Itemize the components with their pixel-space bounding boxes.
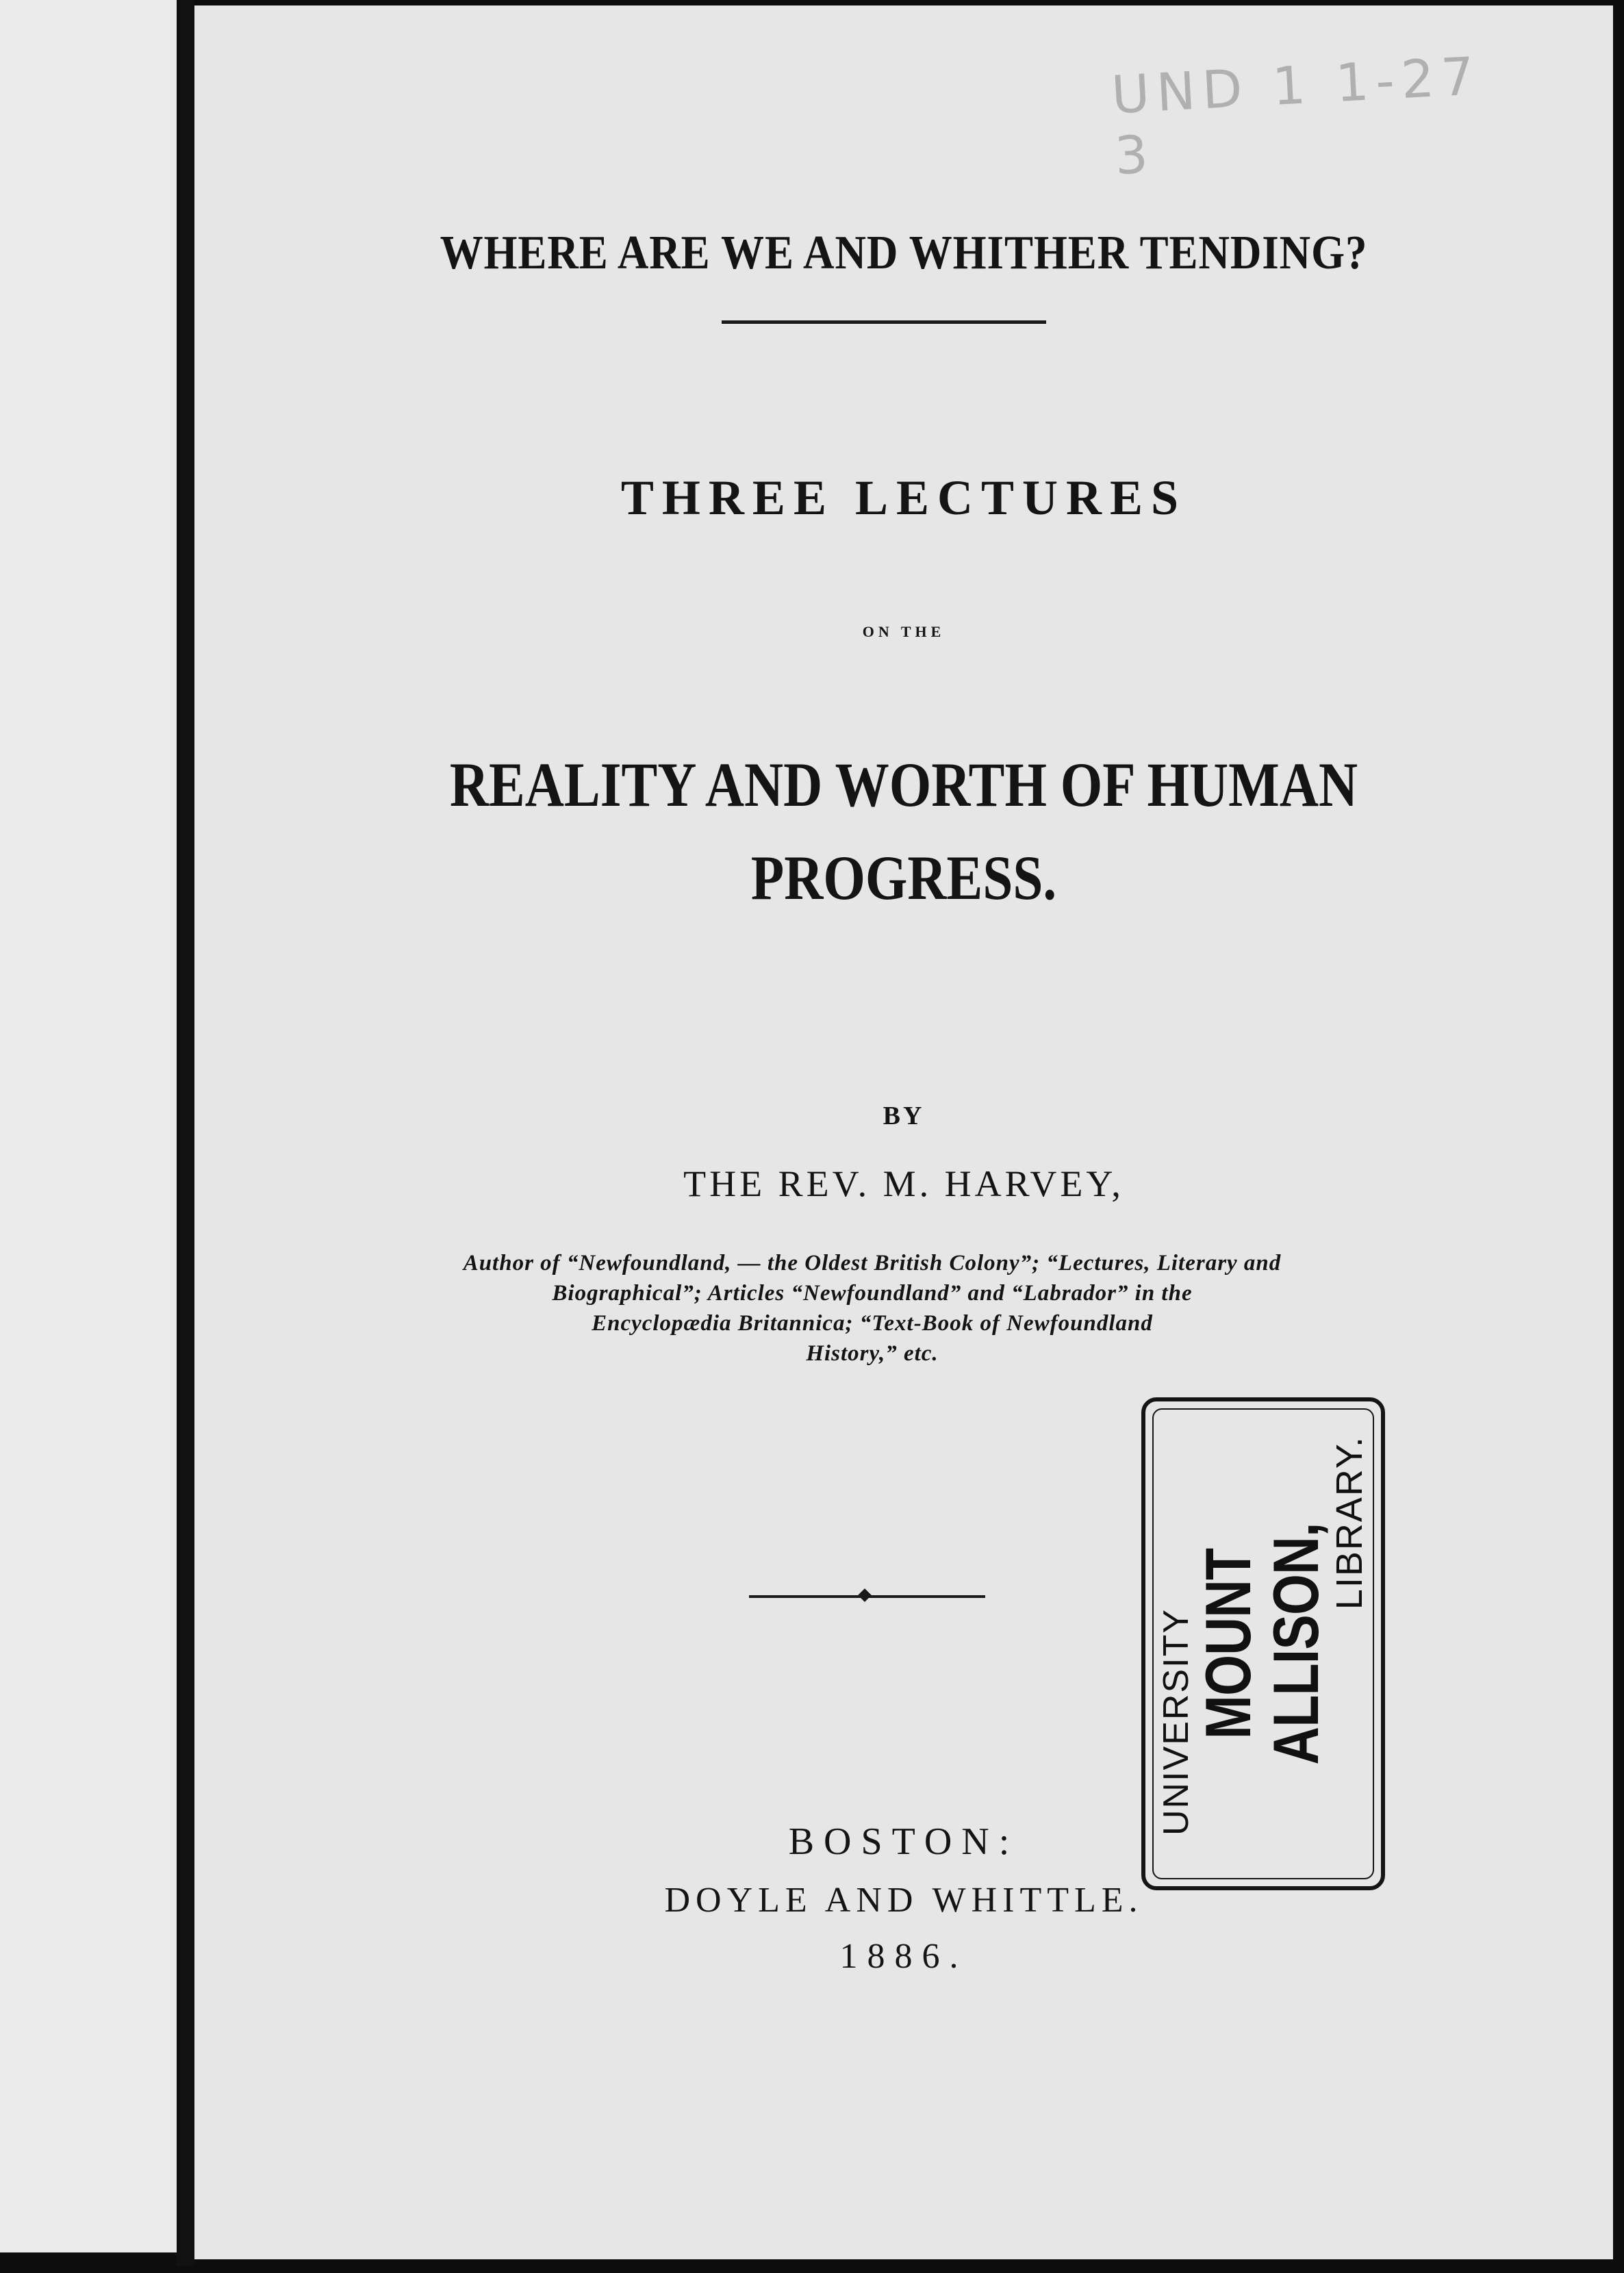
heading-rule xyxy=(722,320,1046,324)
book-gutter xyxy=(177,0,194,2266)
stamp-line-mount-allison: MOUNT ALLISON, xyxy=(1192,1523,1332,1765)
page-heading: WHERE ARE WE AND WHITHER TENDING? xyxy=(440,227,1368,279)
subject-line-2: PROGRESS. xyxy=(750,843,1057,913)
title-page xyxy=(194,5,1613,2259)
credits-line: Encyclopædia Britannica; “Text-Book of Newfoundland xyxy=(592,1311,1153,1336)
stamp-line-university: UNIVERSITY xyxy=(1156,1608,1196,1836)
credits-line: History,” etc. xyxy=(806,1341,939,1366)
subject-line-1: REALITY AND WORTH OF HUMAN xyxy=(449,750,1358,820)
author-credits xyxy=(366,1248,1379,1369)
credits-line: Biographical”; Articles “Newfoundland” and “Labrador” in the xyxy=(552,1281,1193,1306)
imprint-city: BOSTON: xyxy=(788,1820,1019,1863)
subject-title xyxy=(294,738,1514,924)
connector-text: ON THE xyxy=(862,623,946,640)
byline-label: BY xyxy=(883,1102,925,1130)
series-title: THREE LECTURES xyxy=(620,470,1187,525)
credits-line: Author of “Newfoundland, — the Oldest British Colony”; “Lectures, Literary and xyxy=(463,1251,1282,1275)
pencil-accession-mark: UND 1 1-27 3 xyxy=(1110,45,1483,187)
facing-page xyxy=(0,0,177,2252)
imprint-year: 1886. xyxy=(839,1937,968,1976)
stamp-text xyxy=(1156,1425,1370,1863)
stamp-line-library: LIBRARY. xyxy=(1328,1436,1370,1610)
imprint-publisher: DOYLE AND WHITTLE. xyxy=(664,1881,1143,1920)
ornament-diamond xyxy=(858,1588,872,1602)
library-stamp xyxy=(1141,1397,1385,1890)
author-name: THE REV. M. HARVEY, xyxy=(683,1163,1124,1204)
